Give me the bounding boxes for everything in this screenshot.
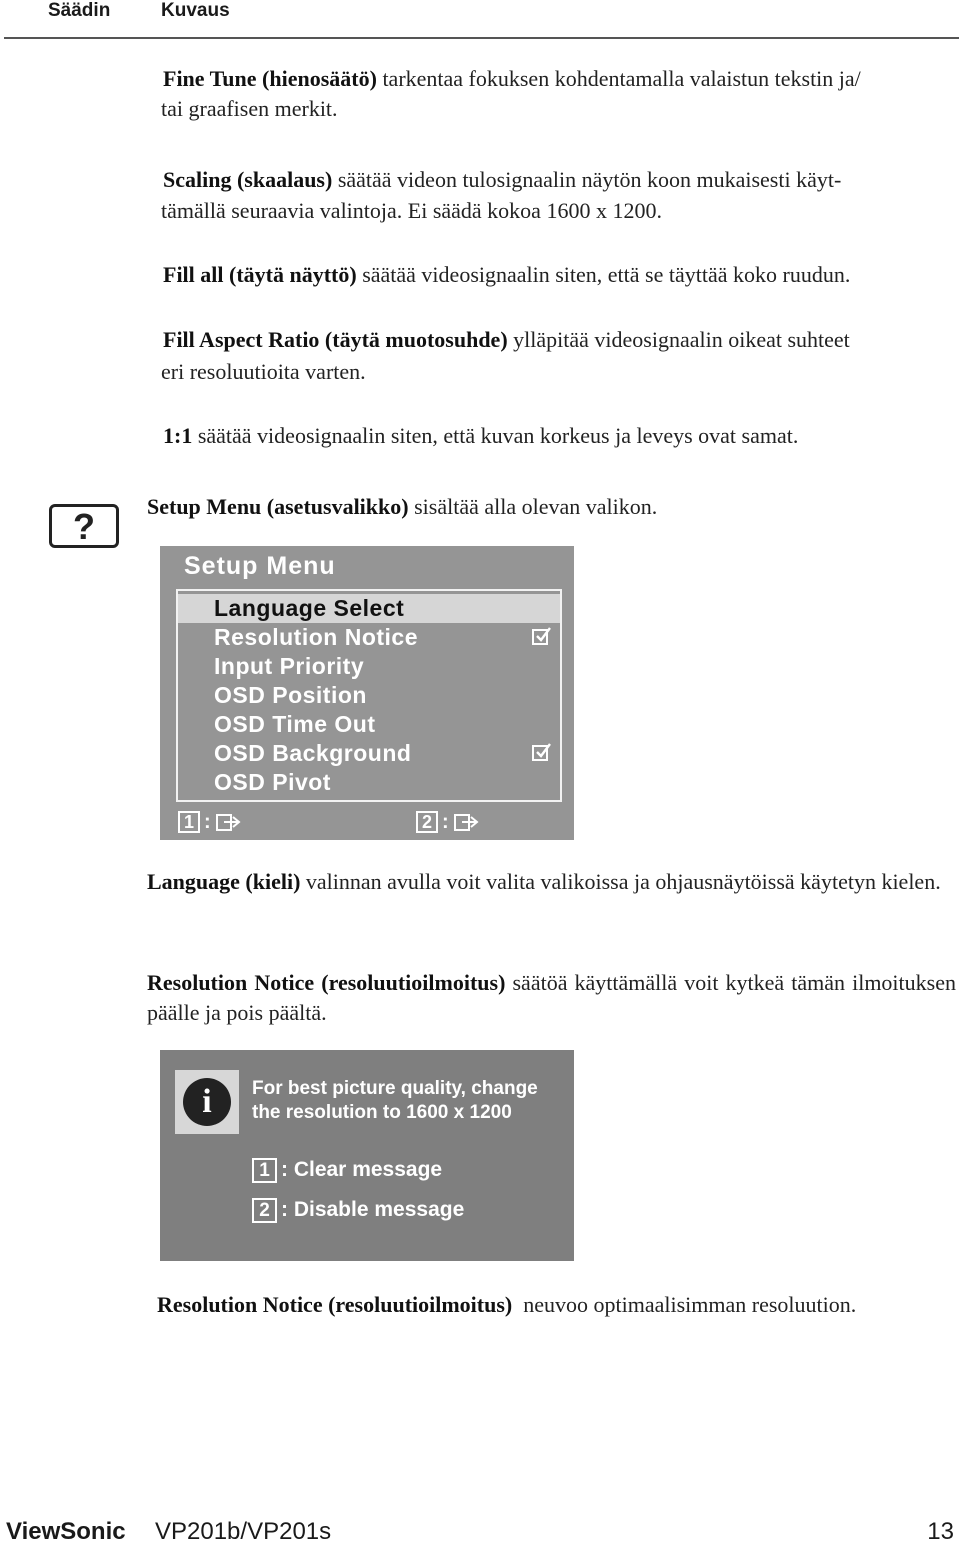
text-fine-tune: tarkentaa fokuksen kohdentamalla valaistun tekstin ja/ (376, 66, 861, 91)
paragraph-resolution-notice (147, 968, 956, 1028)
checkbox-checked-icon[interactable] (532, 745, 548, 761)
paragraph-scaling (163, 165, 958, 195)
page-number: 13 (927, 1518, 954, 1545)
osd-item-input-priority[interactable] (178, 652, 560, 681)
paragraph-fine-tune-cont: tai graafisen merkit. (161, 96, 338, 121)
term-language: Language (kieli) (147, 869, 301, 894)
paragraph-scaling-cont: tämällä seuraavia valintoja. Ei säädä kokoa 1600 x 1200. (161, 198, 662, 223)
osd-item-osd-pivot[interactable] (178, 768, 560, 797)
text-resolution-notice-2: neuvoo optimaalisimman resoluution. (512, 1292, 857, 1317)
page-footer (0, 1518, 960, 1546)
key-2-icon: 2 (416, 811, 438, 833)
notice-message-line2: the resolution to 1600 x 1200 (252, 1102, 512, 1123)
term-setup-menu: Setup Menu (asetusvalikko) (147, 494, 409, 519)
header-rule (4, 37, 959, 39)
osd-item-osd-position[interactable] (178, 681, 560, 710)
option-label: : Clear message (281, 1158, 443, 1181)
header-description: Kuvaus (161, 0, 230, 21)
term-scaling: Scaling (skaalaus) (163, 167, 333, 192)
resolution-notice-osd (160, 1050, 574, 1261)
term-fill-all: Fill all (täytä näyttö) (163, 262, 357, 287)
text-resolution-notice: säätöä käyttämällä voit kytkeä tämän ilmoituksen päälle ja pois päältä. (147, 970, 956, 1025)
footer-model: VP201b/VP201s (155, 1518, 332, 1545)
osd-item-label: Input Priority (214, 653, 365, 679)
key-1-icon: 1 (178, 811, 200, 833)
text-fill-all: säätää videosignaalin siten, että se täyttää koko ruudun. (356, 262, 851, 287)
text-fill-aspect: ylläpitää videosignaalin oikeat suhteet (507, 327, 850, 352)
term-resolution-notice-2: Resolution Notice (resoluutioilmoitus) (157, 1292, 513, 1317)
text-scaling: säätää videon tulosignaalin näytön koon mukaisesti käyt- (332, 167, 842, 192)
info-icon (175, 1070, 239, 1134)
osd-item-label: Language Select (214, 595, 405, 621)
osd-footer-key1[interactable] (178, 808, 241, 835)
paragraph-one-to-one (163, 421, 958, 451)
term-fine-tune: Fine Tune (hienosäätö) (163, 66, 377, 91)
osd-item-label: OSD Pivot (214, 769, 331, 795)
setup-menu-osd (160, 546, 574, 840)
exit-icon (215, 811, 241, 833)
key-separator: : (204, 811, 211, 834)
text-setup-menu: sisältää alla olevan valikon. (408, 494, 658, 519)
osd-item-label: OSD Position (214, 682, 367, 708)
paragraph-fill-all (163, 260, 958, 290)
key-2-icon: 2 (252, 1198, 277, 1223)
osd-item-label: Resolution Notice (214, 624, 419, 650)
notice-option-clear[interactable] (252, 1156, 442, 1184)
key-separator: : (442, 811, 449, 834)
checkbox-checked-icon[interactable] (532, 629, 548, 645)
osd-footer-key2[interactable] (416, 808, 479, 835)
footer-brand: ViewSonic (6, 1518, 126, 1545)
enter-icon (453, 811, 479, 833)
osd-item-osd-time-out[interactable] (178, 710, 560, 739)
osd-title: Setup Menu (184, 552, 336, 580)
header-control: Säädin (48, 0, 111, 21)
paragraph-setup-menu (147, 492, 947, 522)
term-fill-aspect: Fill Aspect Ratio (täytä muotosuhde) (163, 327, 508, 352)
osd-item-label: OSD Background (214, 740, 412, 766)
notice-message-line1: For best picture quality, change (252, 1078, 538, 1099)
help-question-icon: ? (49, 504, 119, 548)
text-one-to-one: säätää videosignaalin siten, että kuvan korkeus ja leveys ovat samat. (192, 423, 799, 448)
osd-item-resolution-notice[interactable] (178, 623, 560, 652)
term-resolution-notice: Resolution Notice (resoluutioilmoitus) (147, 970, 506, 995)
notice-option-disable[interactable] (252, 1196, 464, 1224)
term-one-to-one: 1:1 (163, 423, 193, 448)
paragraph-resolution-notice-2 (157, 1290, 957, 1320)
osd-item-label: OSD Time Out (214, 711, 376, 737)
option-label: : Disable message (281, 1198, 465, 1221)
osd-item-language-select[interactable] (178, 594, 560, 623)
osd-menu-frame (176, 589, 562, 802)
paragraph-language (147, 867, 956, 897)
info-circle: i (183, 1078, 231, 1126)
paragraph-fill-aspect (163, 325, 958, 355)
text-language: valinnan avulla voit valita valikoissa ja ohjausnäytöissä käytetyn kielen. (300, 869, 941, 894)
key-1-icon: 1 (252, 1158, 277, 1183)
table-header (0, 0, 960, 40)
paragraph-fill-aspect-cont: eri resoluutioita varten. (161, 359, 366, 384)
paragraph-fine-tune (163, 64, 958, 94)
osd-item-osd-background[interactable] (178, 739, 560, 768)
